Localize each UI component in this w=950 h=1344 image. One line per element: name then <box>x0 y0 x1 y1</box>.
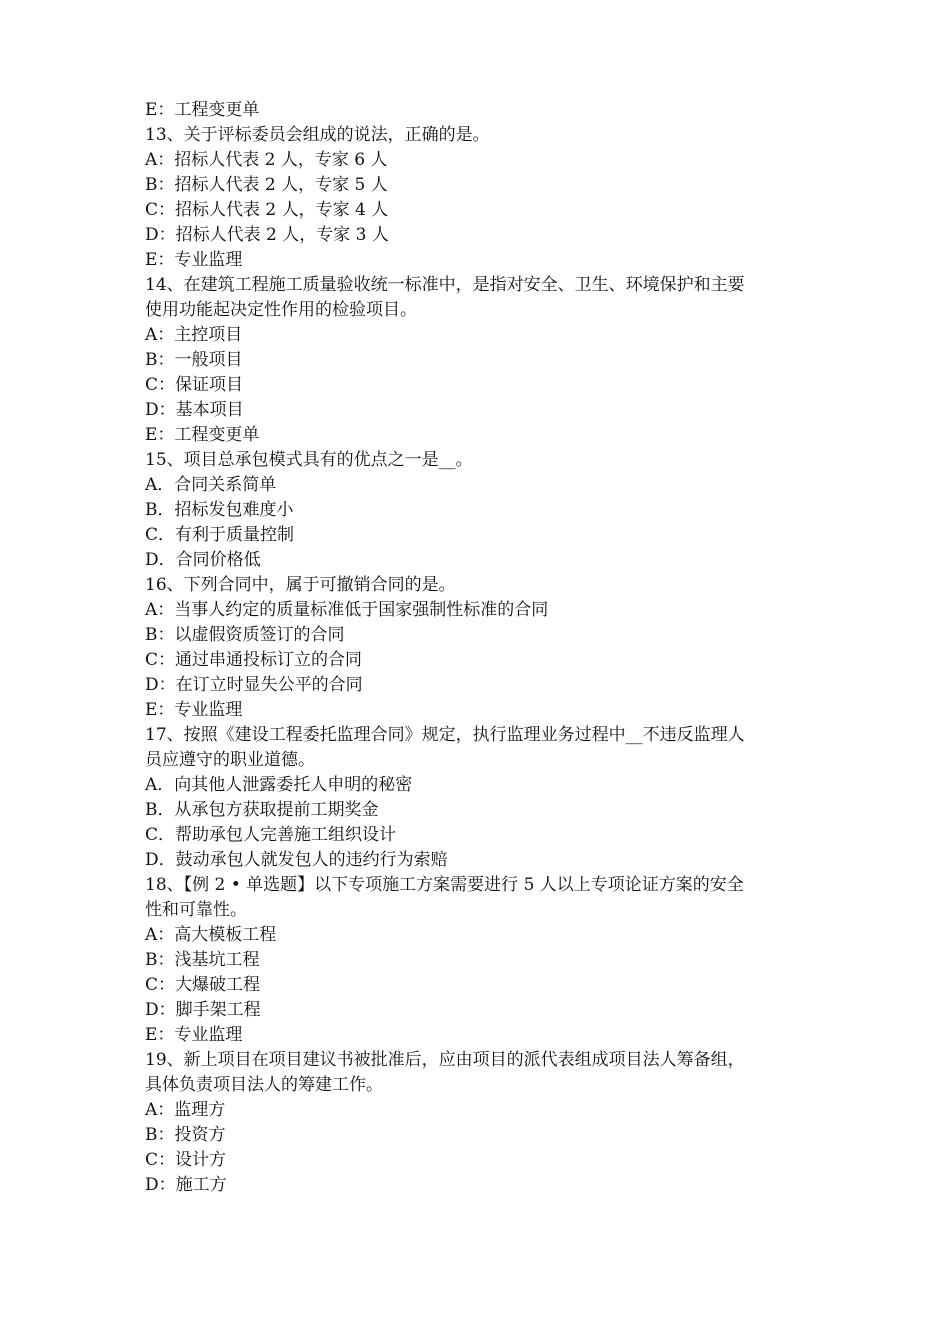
text-line: E：专业监理 <box>145 700 243 720</box>
text-line: A．向其他人泄露委托人申明的秘密 <box>145 775 413 795</box>
text-line: A：当事人约定的质量标准低于国家强制性标准的合同 <box>145 600 549 620</box>
text-line: C：招标人代表 2 人，专家 4 人 <box>145 200 389 220</box>
text-line: 员应遵守的职业道德。 <box>145 750 315 770</box>
text-line: 18、【例 2 • 单选题】以下专项施工方案需要进行 5 人以上专项论证方案的安全 <box>145 875 744 895</box>
text-line: B：以虚假资质签订的合同 <box>145 625 345 645</box>
text-line: E：工程变更单 <box>145 100 260 120</box>
text-line: 19、新上项目在项目建议书被批准后，应由项目的派代表组成项目法人筹备组， <box>145 1050 745 1070</box>
text-line: D：基本项目 <box>145 400 244 420</box>
text-line: 15、项目总承包模式具有的优点之一是__。 <box>145 450 473 470</box>
text-line: B：浅基坑工程 <box>145 950 260 970</box>
text-line: 17、按照《建设工程委托监理合同》规定，执行监理业务过程中__不违反监理人 <box>145 725 745 745</box>
text-line: E：专业监理 <box>145 1025 243 1045</box>
text-line: 使用功能起决定性作用的检验项目。 <box>145 300 417 320</box>
text-line: B．招标发包难度小 <box>145 500 294 520</box>
text-line: 13、关于评标委员会组成的说法，正确的是。 <box>145 125 490 145</box>
text-line: 性和可靠性。 <box>145 900 247 920</box>
text-line: C．帮助承包人完善施工组织设计 <box>145 825 397 845</box>
text-line: C．有利于质量控制 <box>145 525 295 545</box>
text-line: D：招标人代表 2 人，专家 3 人 <box>145 225 389 245</box>
text-line: A：主控项目 <box>145 325 243 345</box>
text-line: 具体负责项目法人的筹建工作。 <box>145 1075 383 1095</box>
text-line: D：在订立时显失公平的合同 <box>145 675 363 695</box>
document-body <box>145 98 820 1198</box>
text-line: C：保证项目 <box>145 375 244 395</box>
text-line: C：设计方 <box>145 1150 227 1170</box>
text-line: E：专业监理 <box>145 250 243 270</box>
text-line: 14、在建筑工程施工质量验收统一标准中，是指对安全、卫生、环境保护和主要 <box>145 275 745 295</box>
text-line: A：招标人代表 2 人，专家 6 人 <box>145 150 388 170</box>
text-line: 16、下列合同中，属于可撤销合同的是。 <box>145 575 456 595</box>
text-line: C：大爆破工程 <box>145 975 261 995</box>
text-line: B：招标人代表 2 人，专家 5 人 <box>145 175 388 195</box>
text-line: A：监理方 <box>145 1100 226 1120</box>
text-line: B：投资方 <box>145 1125 226 1145</box>
text-line: D：脚手架工程 <box>145 1000 261 1020</box>
text-line: D：施工方 <box>145 1175 227 1195</box>
text-line: D．鼓动承包人就发包人的违约行为索赔 <box>145 850 448 870</box>
text-line: B．从承包方获取提前工期奖金 <box>145 800 379 820</box>
text-line: A：高大模板工程 <box>145 925 277 945</box>
text-line: B：一般项目 <box>145 350 243 370</box>
text-line: A．合同关系简单 <box>145 475 277 495</box>
text-line: E：工程变更单 <box>145 425 260 445</box>
text-line: D．合同价格低 <box>145 550 261 570</box>
text-line: C：通过串通投标订立的合同 <box>145 650 363 670</box>
